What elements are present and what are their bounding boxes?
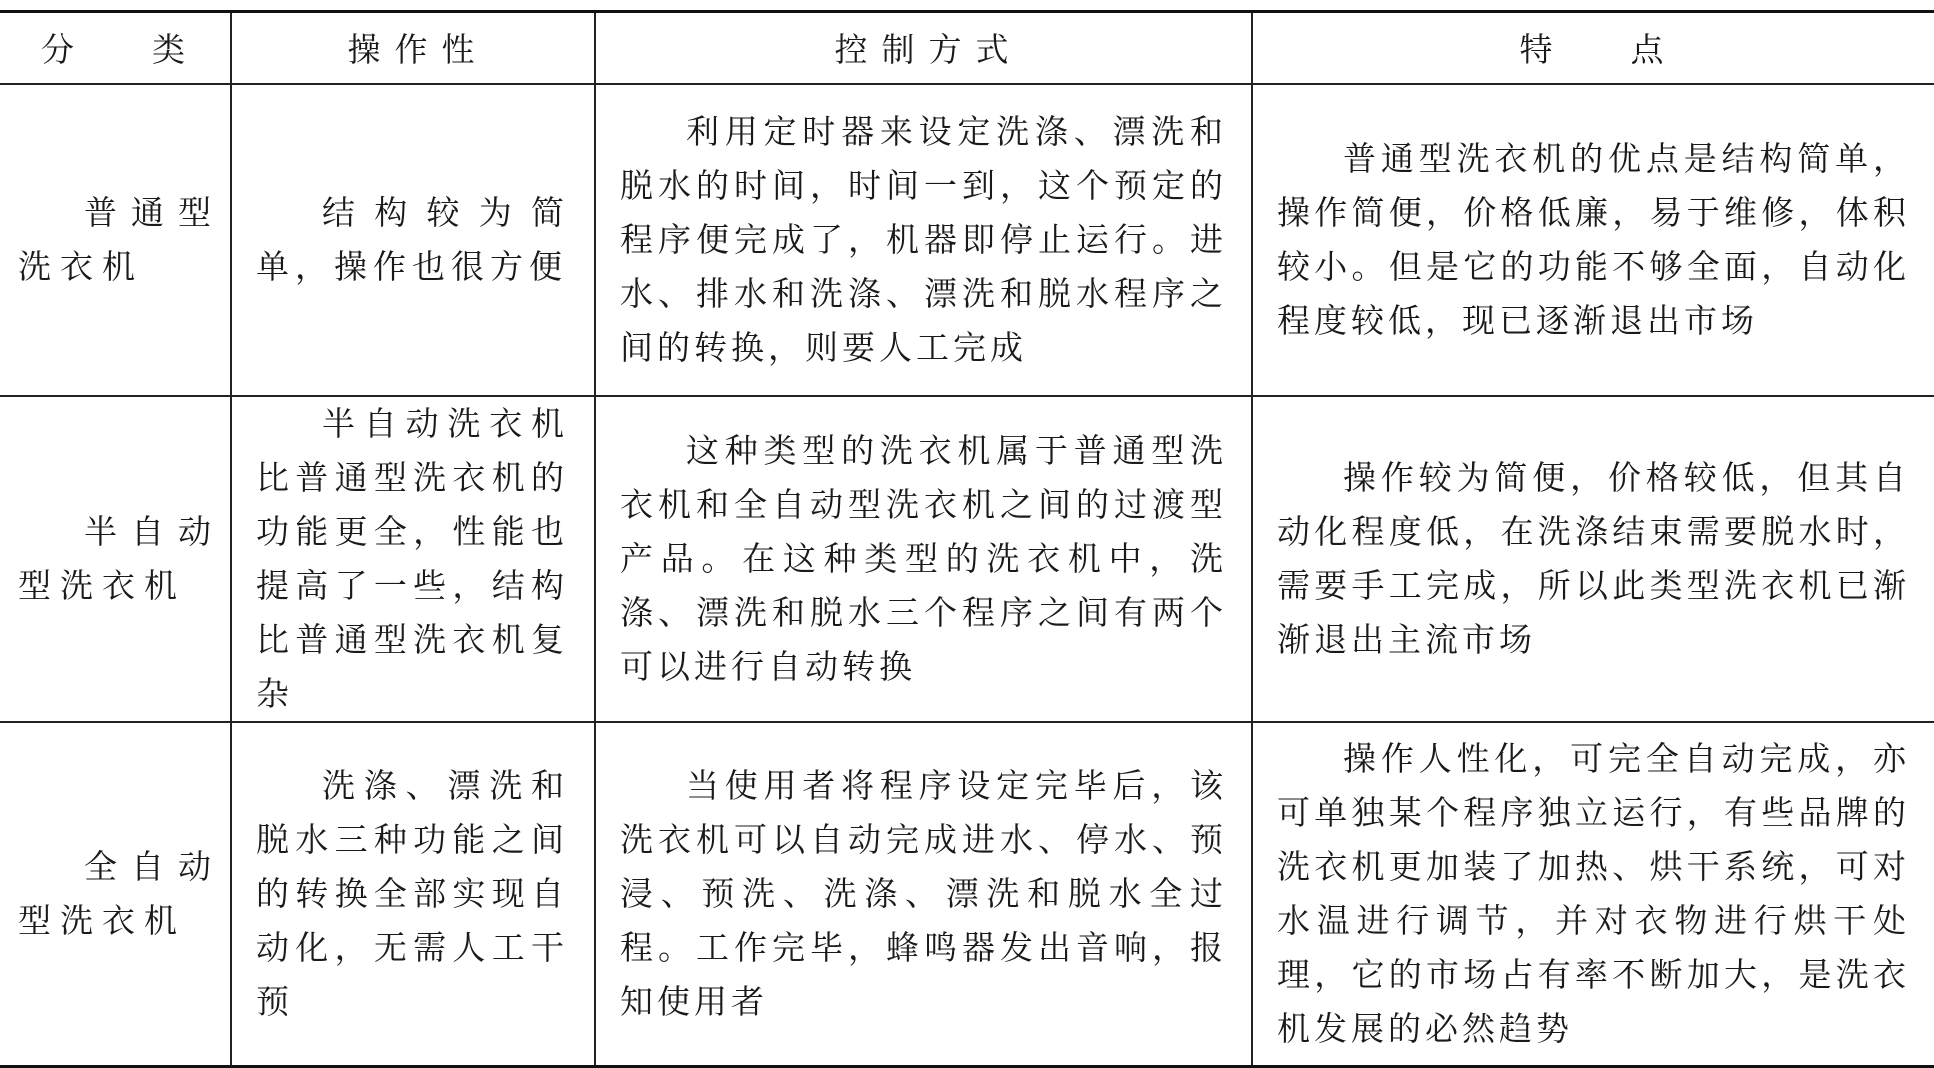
- header-category: 分 类: [0, 12, 231, 84]
- cell-category: 普通型洗衣机: [0, 84, 231, 396]
- cell-features: 操作人性化，可完全自动完成，亦可单独某个程序独立运行，有些品牌的洗衣机更加装了加热、烘干系统，可对水温进行调节，并对衣物进行烘干处理，它的市场占有率不断加大，是洗衣机发展的必然趋势: [1252, 722, 1934, 1067]
- header-control-method: 控制方式: [595, 12, 1252, 84]
- cell-control-method: 利用定时器来设定洗涤、漂洗和脱水的时间，时间一到，这个预定的程序便完成了，机器即停止运行。进水、排水和洗涤、漂洗和脱水程序之间的转换，则要人工完成: [595, 84, 1252, 396]
- cell-operability: 结构较为简单，操作也很方便: [231, 84, 595, 396]
- cell-category: 全自动型洗衣机: [0, 722, 231, 1067]
- cell-operability: 半自动洗衣机比普通型洗衣机的功能更全，性能也提高了一些，结构比普通型洗衣机复杂: [231, 396, 595, 722]
- table-header: [0, 12, 1934, 84]
- header-row: [0, 12, 1934, 84]
- cell-control-method: 这种类型的洗衣机属于普通型洗衣机和全自动型洗衣机之间的过渡型产品。在这种类型的洗衣机中，洗涤、漂洗和脱水三个程序之间有两个可以进行自动转换: [595, 396, 1252, 722]
- cell-operability: 洗涤、漂洗和脱水三种功能之间的转换全部实现自动化，无需人工干预: [231, 722, 595, 1067]
- cell-control-method: 当使用者将程序设定完毕后，该洗衣机可以自动完成进水、停水、预浸、预洗、洗涤、漂洗和脱水全过程。工作完毕，蜂鸣器发出音响，报知使用者: [595, 722, 1252, 1067]
- table-body: [0, 84, 1934, 1067]
- cell-features: 普通型洗衣机的优点是结构简单，操作简便，价格低廉，易于维修，体积较小。但是它的功能不够全面，自动化程度较低，现已逐渐退出市场: [1252, 84, 1934, 396]
- cell-category: 半自动型洗衣机: [0, 396, 231, 722]
- cell-features: 操作较为简便，价格较低，但其自动化程度低，在洗涤结束需要脱水时，需要手工完成，所以此类型洗衣机已渐渐退出主流市场: [1252, 396, 1934, 722]
- table-row: [0, 84, 1934, 396]
- table-row: [0, 396, 1934, 722]
- washing-machine-comparison-table: [0, 10, 1934, 1068]
- header-operability: 操作性: [231, 12, 595, 84]
- table-row: [0, 722, 1934, 1067]
- header-features: 特 点: [1252, 12, 1934, 84]
